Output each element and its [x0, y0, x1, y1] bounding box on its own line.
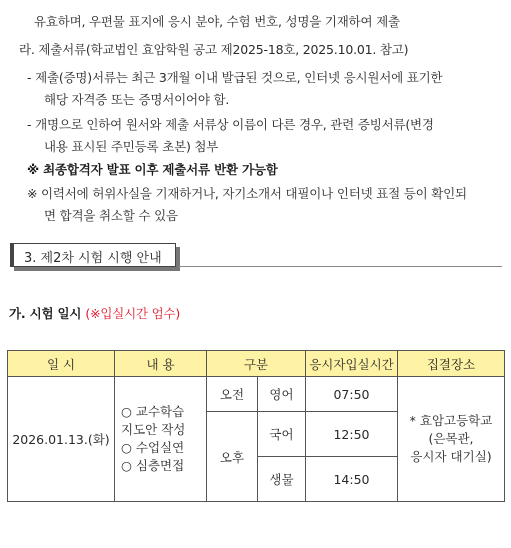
text-line: 면 합격을 취소할 수 있음 — [44, 208, 178, 223]
session-pm: 오후 — [207, 412, 258, 502]
exam-date: 2026.01.13.(화) — [8, 377, 115, 502]
session-am: 오전 — [207, 377, 258, 412]
subject-cell: 영어 — [258, 377, 306, 412]
subheading-note: (※입실시간 엄수) — [85, 306, 181, 321]
subheading — [9, 304, 180, 322]
header-content: 내 용 — [115, 351, 207, 377]
text-line: 해당 자격증 또는 증명서이어야 함. — [44, 92, 230, 107]
header-location: 집결장소 — [398, 351, 505, 377]
header-datetime: 일 시 — [8, 351, 115, 377]
exam-schedule-table — [7, 350, 505, 502]
subject-cell: 국어 — [258, 412, 306, 457]
section-title-box — [10, 243, 176, 267]
time-cell: 12:50 — [306, 412, 398, 457]
text-line: - 제출(증명)서류는 최근 3개월 이내 발급된 것으로, 인터넷 응시원서에 표기한 — [27, 70, 443, 85]
subheading-label: 가. 시험 일시 — [9, 306, 86, 321]
exam-content: ○ 교수학습 지도안 작성 ○ 수업실연 ○ 심층면접 — [115, 377, 207, 502]
table-row — [8, 377, 505, 412]
time-cell: 07:50 — [306, 377, 398, 412]
table-header-row — [8, 351, 505, 377]
header-category: 구분 — [207, 351, 306, 377]
text-line-bold: ※ 최종합격자 발표 이후 제출서류 반환 가능함 — [27, 162, 278, 177]
time-cell: 14:50 — [306, 457, 398, 502]
text-line: 유효하며, 우편물 표지에 응시 분야, 수험 번호, 성명을 기재하여 제출 — [34, 14, 400, 29]
text-line: 내용 표시된 주민등록 초본) 첨부 — [44, 139, 219, 154]
section-divider — [178, 266, 502, 267]
subject-cell: 생물 — [258, 457, 306, 502]
text-line: - 개명으로 인하여 원서와 제출 서류상 이름이 다른 경우, 관련 증빙서류(변경 — [27, 117, 434, 132]
text-line: ※ 이력서에 허위사실을 기재하거나, 자기소개서 대필이나 인터넷 표절 등이 확인되 — [27, 186, 467, 201]
header-entry-time: 응시자입실시간 — [306, 351, 398, 377]
exam-location: * 효암고등학교 (은목관, 응시자 대기실) — [398, 377, 505, 502]
section-title: 3. 제2차 시험 시행 안내 — [24, 251, 162, 266]
text-line: 라. 제출서류(학교법인 효암학원 공고 제2025-18호, 2025.10.01. 참고) — [19, 42, 409, 57]
